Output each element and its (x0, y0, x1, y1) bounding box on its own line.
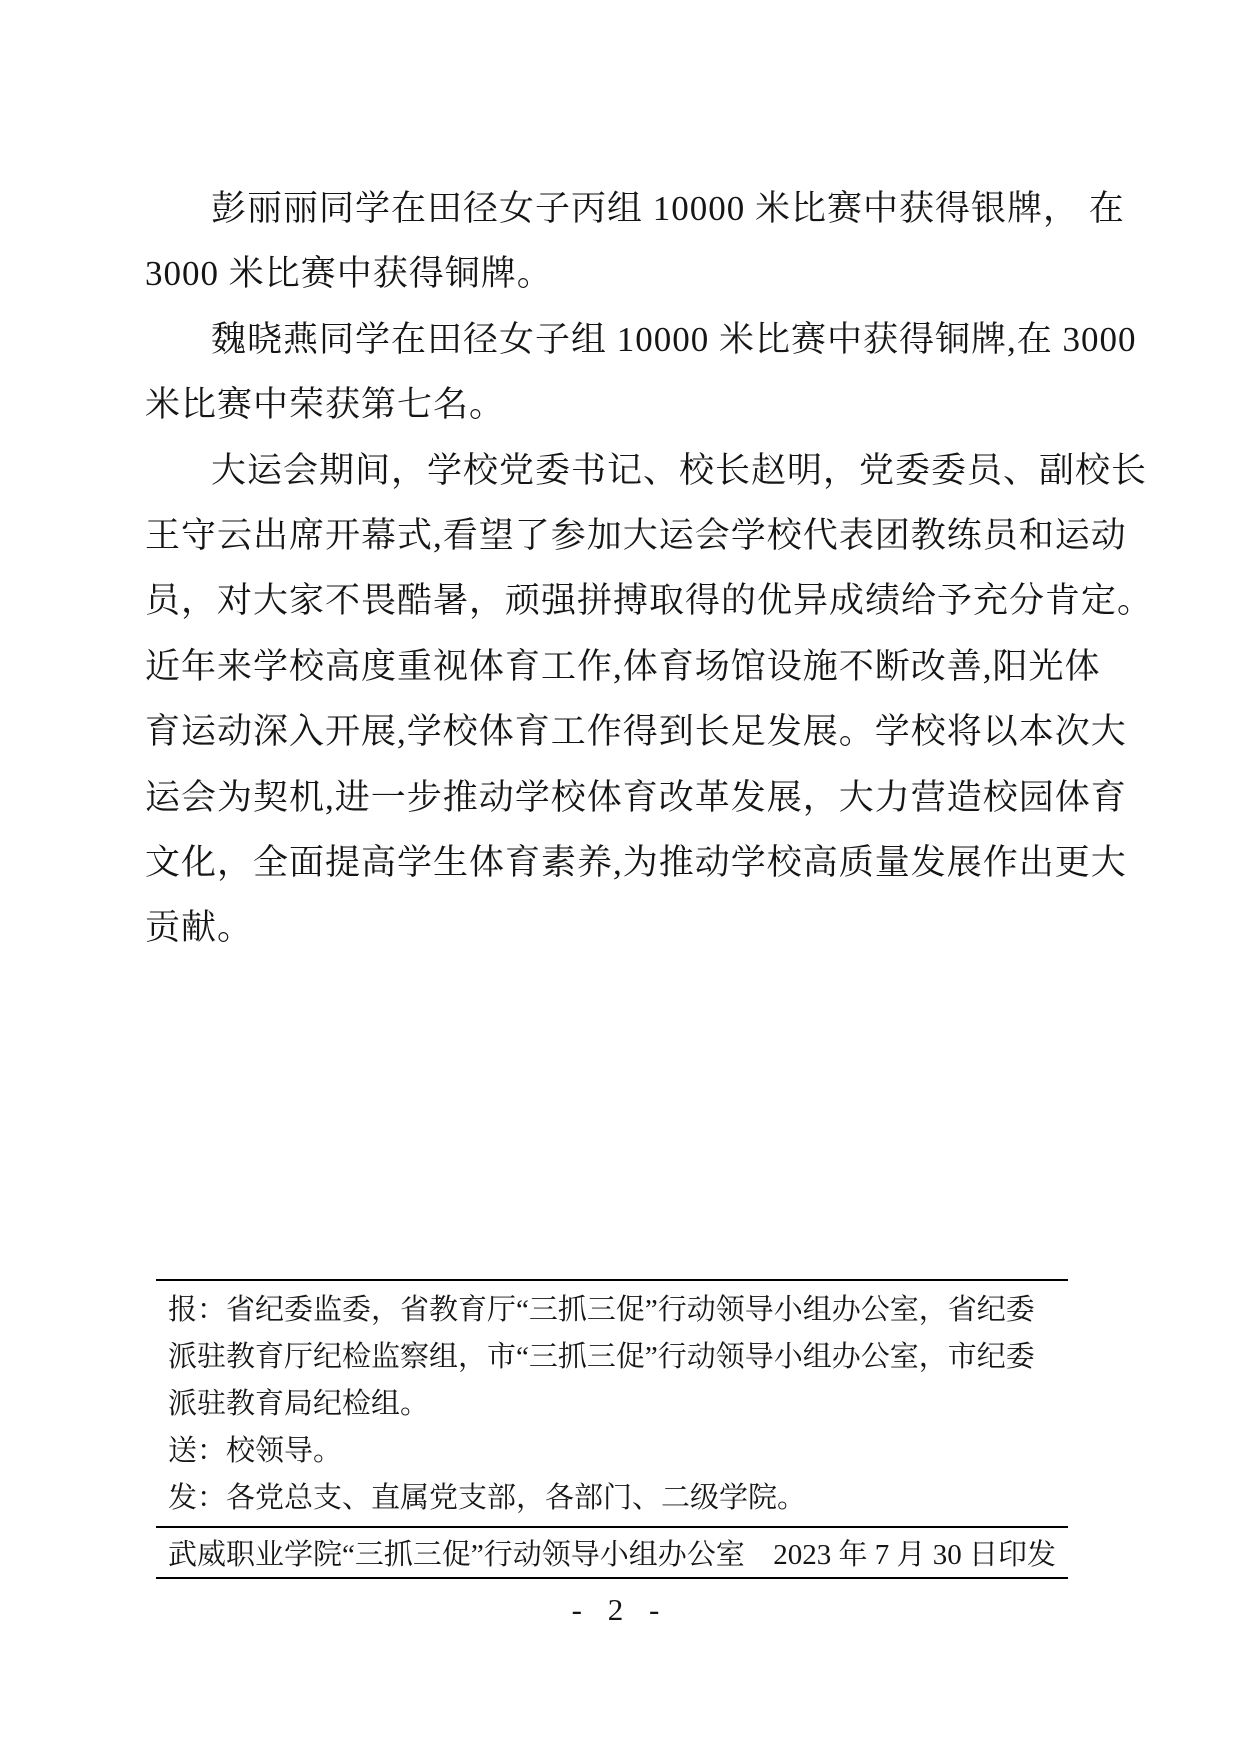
body-line: 文化，全面提高学生体育素养,为推动学校高质量发展作出更大 (145, 843, 1127, 883)
body-line: 彭丽丽同学在田径女子丙组 10000 米比赛中获得银牌， 在 (211, 189, 1125, 228)
distribution-line: 派驻教育局纪检组。 (168, 1388, 430, 1420)
body-line: 3000 米比赛中获得铜牌。 (145, 254, 553, 294)
distribution-line: 派驻教育厅纪检监察组，市“三抓三促”行动领导小组办公室，市纪委 (168, 1341, 1035, 1373)
colophon (156, 1526, 1068, 1579)
body-line: 米比赛中荣获第七名。 (145, 385, 506, 425)
page-number: - 2 - (571, 1592, 669, 1627)
issuing-office: 武威职业学院“三抓三促”行动领导小组办公室 (168, 1539, 745, 1571)
distribution-line-song: 送：校领导。 (168, 1435, 343, 1467)
body-line: 育运动深入开展,学校体育工作得到长足发展。学校将以本次大 (145, 712, 1127, 752)
body-line: 运会为契机,进一步推动学校体育改革发展，大力营造校园体育 (145, 777, 1127, 817)
body-line: 员，对大家不畏酷暑，顽强拼搏取得的优异成绩给予充分肯定。 (145, 581, 1154, 621)
body-line: 贡献。 (145, 908, 254, 948)
distribution-line-bao: 报：省纪委监委，省教育厅“三抓三促”行动领导小组办公室，省纪委 (168, 1294, 1035, 1326)
body-line: 大运会期间，学校党委书记、校长赵明，党委委员、副校长 (211, 450, 1148, 490)
print-date: 2023 年 7 月 30 日印发 (773, 1539, 1056, 1571)
distribution-block (156, 1279, 1068, 1579)
document-body (145, 176, 1154, 961)
distribution-line-fa: 发：各党总支、直属党支部，各部门、二级学院。 (168, 1482, 807, 1514)
body-line: 近年来学校高度重视体育工作,体育场馆设施不断改善,阳光体 (145, 646, 1101, 686)
body-line: 魏晓燕同学在田径女子组 10000 米比赛中获得铜牌,在 3000 (211, 319, 1137, 359)
body-line: 王守云出席开幕式,看望了参加大运会学校代表团教练员和运动 (145, 516, 1127, 556)
